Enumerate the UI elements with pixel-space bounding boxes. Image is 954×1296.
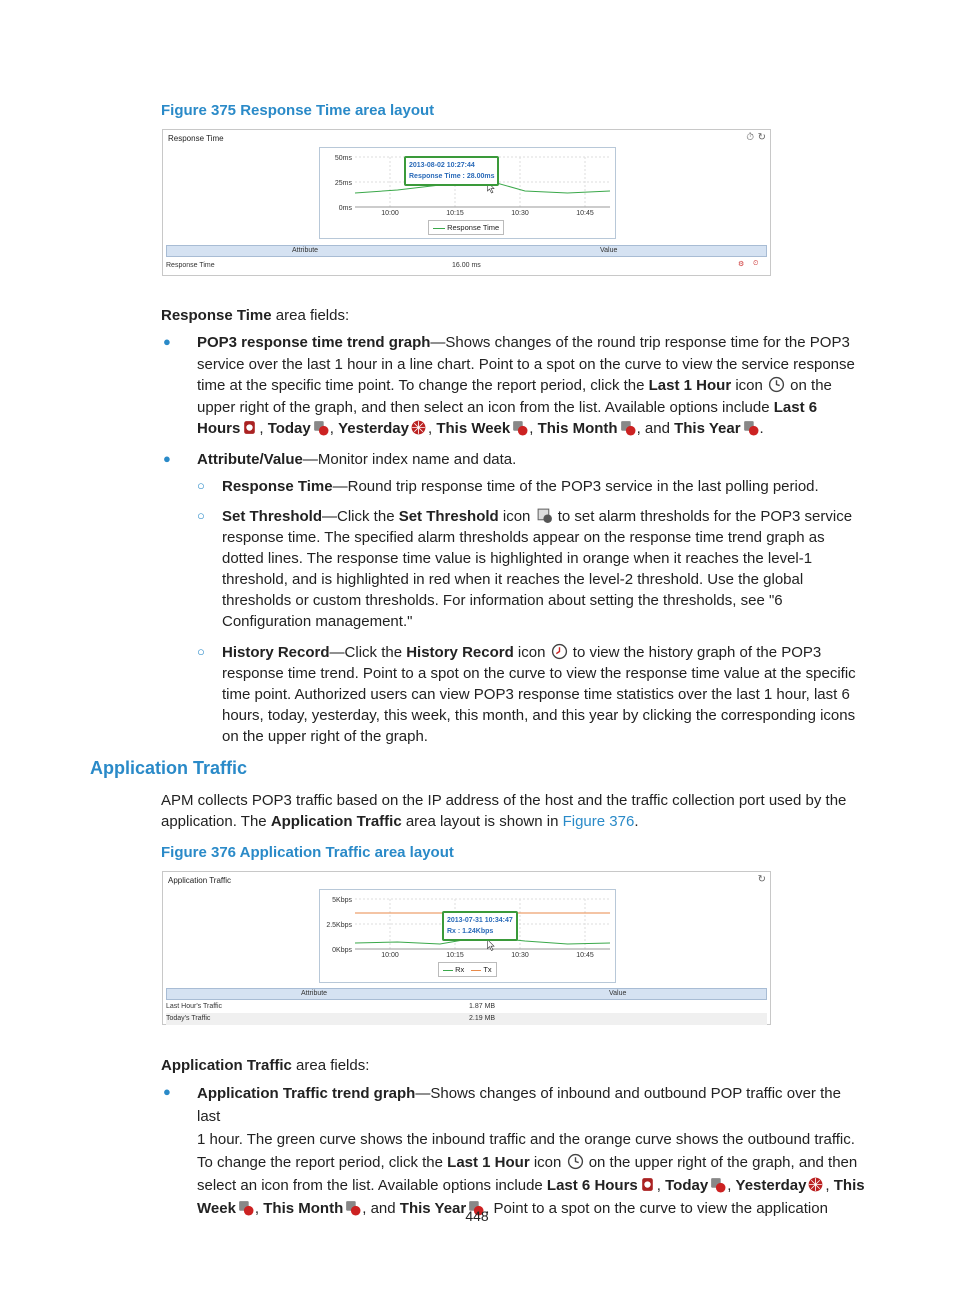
- bold-term: Application Traffic trend graph: [197, 1085, 416, 1102]
- tooltip-value: Response Time : 28.00ms: [409, 173, 495, 180]
- panel-title: Application Traffic: [168, 876, 231, 885]
- x-tick-label: 10:00: [381, 210, 399, 217]
- last-1-hour-icon: [768, 376, 785, 393]
- y-tick-label: 2.5Kbps: [326, 922, 352, 929]
- table-row: [166, 1013, 767, 1025]
- table-header: [166, 988, 767, 1000]
- history-record-icon: [551, 643, 568, 660]
- x-tick-label: 10:30: [511, 210, 529, 217]
- legend-label: Response Time: [447, 223, 500, 232]
- panel-title: Response Time: [168, 134, 224, 143]
- text: , and: [636, 420, 675, 437]
- section-heading: Application Traffic: [90, 758, 248, 778]
- chart-tooltip: [404, 156, 499, 186]
- set-threshold-icon[interactable]: ⚙: [738, 261, 745, 268]
- chart-legend[interactable]: [438, 962, 497, 977]
- text: icon: [513, 644, 550, 661]
- y-tick-label: 25ms: [334, 180, 352, 187]
- text: time at the specific time point. To change the report period, click the: [197, 377, 649, 394]
- page-number: 448: [465, 1208, 489, 1224]
- x-tick-label: 10:45: [576, 952, 594, 959]
- text: —Click the: [329, 644, 407, 661]
- bold-term: This Year: [674, 420, 741, 437]
- text: select an icon from the list. Available options include: [197, 1177, 547, 1194]
- bold-term: This Month: [537, 420, 618, 437]
- bold-term: This Month: [263, 1200, 344, 1217]
- text: on the: [786, 377, 832, 394]
- text: ,: [727, 1177, 736, 1194]
- sub-list-item: [222, 506, 866, 632]
- text: —Round trip response time of the POP3 service in the last polling period.: [332, 478, 819, 495]
- sub-bullet: ○: [197, 508, 205, 523]
- legend-label-rx: Rx: [455, 965, 465, 974]
- sub-bullet: ○: [197, 478, 205, 493]
- text: ,: [254, 1200, 264, 1217]
- text: area fields:: [271, 307, 350, 324]
- chart-legend[interactable]: [428, 220, 504, 235]
- bold-term: Hours: [197, 420, 241, 437]
- text: to set alarm thresholds for the POP3 service: [553, 508, 853, 525]
- bold-term: Today: [665, 1177, 709, 1194]
- last-1-hour-icon: [567, 1153, 584, 1170]
- last-6-hours-icon: [241, 419, 258, 436]
- bold-term: Today: [267, 420, 311, 437]
- this-week-icon: [511, 419, 528, 436]
- text: icon: [731, 377, 768, 394]
- text: threshold, and is highlighted in red when it reaches the level-2 threshold. Use the global: [222, 571, 804, 588]
- text: hours, today, yesterday, this week, this month, and this year by clicking the corresponding icons: [222, 707, 856, 724]
- this-month-icon: [619, 419, 636, 436]
- attr-header: Attribute: [292, 247, 319, 254]
- table-header: [166, 245, 767, 257]
- this-year-icon: [742, 419, 759, 436]
- bold-term: Last 1 Hour: [648, 377, 732, 394]
- text: —Click the: [322, 508, 399, 525]
- set-threshold-icon: [536, 507, 553, 524]
- text: upper right of the graph, and then select an icon from the list. Available options include: [197, 398, 774, 416]
- refresh-icon[interactable]: ↻: [757, 874, 766, 885]
- text: ,: [825, 1177, 834, 1194]
- response-time-panel: [162, 129, 771, 276]
- paragraph: [161, 305, 866, 326]
- yesterday-icon: [807, 1176, 824, 1193]
- list-item: [197, 449, 866, 471]
- bold-term: Set Threshold: [222, 508, 323, 525]
- bold-term: Last 6: [773, 398, 818, 416]
- value-header: Value: [600, 247, 618, 254]
- x-tick-label: 10:00: [381, 952, 399, 959]
- x-tick-label: 10:15: [446, 210, 464, 217]
- text: Configuration management.": [222, 613, 413, 630]
- attr-header: Attribute: [301, 990, 328, 997]
- text: icon: [529, 1154, 566, 1171]
- paragraph: [161, 790, 866, 832]
- bullet: ●: [163, 1084, 171, 1099]
- list-item: [197, 1082, 866, 1220]
- bold-term: Response Time: [222, 478, 333, 495]
- row-value: 16.00 ms: [452, 262, 481, 269]
- bold-term: Last 1 Hour: [447, 1154, 530, 1171]
- text: APM collects POP3 traffic based on the IP address of the host and the traffic collection port used by the: [161, 792, 847, 809]
- bold-term: This: [833, 1177, 865, 1194]
- x-tick-label: 10:30: [511, 952, 529, 959]
- row-value: 1.87 MB: [469, 1003, 496, 1010]
- row-attr: Today's Traffic: [166, 1015, 211, 1022]
- text: To change the report period, click the: [197, 1154, 448, 1171]
- bold-term: Application Traffic: [270, 813, 402, 830]
- bold-term: POP3 response time trend graph: [197, 334, 431, 351]
- sub-list-item: [222, 642, 866, 747]
- chart-tooltip: [442, 911, 518, 941]
- legend-swatch: [433, 228, 445, 229]
- sub-list-item: [222, 476, 866, 497]
- list-item: POP3 response time trend graph—Shows changes of the round trip response time for the POP3 service over the last 1 hour in a line chart. Point to a spot on the curve to view the service response time at the specific time point. To change the report period, click the Last 1 Hour icon on the upper right of the graph, and then select an icon from the list. Available options include Last 6 Hours , Today , Yesterday , This Week , This Month , and This Year .: [197, 332, 866, 440]
- table-row: [166, 1001, 767, 1013]
- x-tick-label: 10:15: [446, 952, 464, 959]
- figure-caption: Figure 376 Application Traffic area layout: [161, 844, 454, 861]
- row-value: 2.19 MB: [469, 1015, 496, 1022]
- text: area layout is shown in: [401, 813, 563, 830]
- text: time point. Authorized users can view POP3 response time statistics over the last 1 hour, last 6: [222, 686, 850, 703]
- text: response time trend. Point to a spot on the curve to view the response time value at the specific: [222, 665, 856, 682]
- tooltip-value: Rx : 1.24Kbps: [447, 928, 494, 935]
- bold-term: Set Threshold: [398, 508, 499, 525]
- figure-caption: Figure 375 Response Time area layout: [161, 102, 435, 119]
- y-tick-label: 0ms: [338, 205, 352, 212]
- bold-term: History Record: [406, 644, 514, 661]
- text: icon: [498, 508, 535, 525]
- bold-term: Response Time: [161, 307, 272, 324]
- text: , and: [362, 1200, 400, 1217]
- tooltip-time: 2013-07-31 10:34:47: [447, 917, 513, 924]
- bold-term: Last 6 Hours: [546, 1177, 638, 1194]
- y-tick-label: 5Kbps: [332, 897, 352, 904]
- response-time-chart[interactable]: [319, 147, 616, 239]
- paragraph: [161, 1055, 866, 1076]
- text: on the upper right of the graph.: [222, 728, 428, 745]
- figure-link[interactable]: Figure 376: [562, 813, 635, 830]
- x-tick-label: 10:45: [576, 210, 594, 217]
- text: service over the last 1 hour in a line chart. Point to a spot on the curve to view the service response: [197, 355, 855, 373]
- bullet: ●: [163, 451, 171, 466]
- bold-term: Attribute/Value: [197, 451, 303, 468]
- bold-term: History Record: [222, 644, 330, 661]
- text: —Shows changes of inbound and outbound POP traffic over the last: [197, 1085, 841, 1125]
- text: response time. The specified alarm thresholds appear on the response time trend graph as: [222, 529, 825, 546]
- bold-term: Application Traffic: [161, 1057, 292, 1074]
- bold-term: This Week: [436, 420, 511, 437]
- text: to view the history graph of the POP3: [568, 644, 822, 661]
- text: .: [759, 420, 764, 437]
- text: application. The: [161, 813, 271, 830]
- text: thresholds or custom thresholds. For information about setting the thresholds, see "6: [222, 592, 783, 609]
- application-traffic-panel: [162, 871, 771, 1025]
- row-attr: Response Time: [166, 262, 215, 269]
- text: .: [634, 813, 639, 830]
- bullet: ●: [163, 334, 171, 349]
- text: area fields:: [291, 1057, 370, 1074]
- text: —Shows changes of the round trip response time for the POP3: [430, 334, 850, 351]
- sub-bullet: ○: [197, 644, 205, 659]
- text: 1 hour. The green curve shows the inbound traffic and the orange curve shows the outbound traffic.: [197, 1131, 855, 1148]
- legend-label-tx: Tx: [483, 965, 492, 974]
- text: ,: [656, 1177, 666, 1194]
- text: dotted lines. The response time value is highlighted in orange when it reaches the level-1: [222, 550, 813, 567]
- history-record-icon[interactable]: ⏲: [753, 260, 759, 267]
- last-6-hours-icon: [639, 1176, 656, 1193]
- text: —Monitor index name and data.: [302, 451, 517, 468]
- value-header: Value: [609, 990, 627, 997]
- application-traffic-chart[interactable]: [319, 889, 616, 983]
- y-tick-label: 0Kbps: [332, 947, 352, 954]
- yesterday-icon: [410, 419, 427, 436]
- clock-icon[interactable]: ⏱: [746, 132, 754, 143]
- bold-term: Yesterday: [338, 420, 409, 437]
- legend-swatch-tx: [471, 970, 481, 971]
- table-row: [166, 260, 767, 272]
- row-attr: Last Hour's Traffic: [166, 1003, 223, 1010]
- bold-term: Week: [197, 1200, 236, 1217]
- tooltip-time: 2013-08-02 10:27:44: [409, 162, 475, 169]
- legend-swatch-rx: [443, 970, 453, 971]
- today-icon: [312, 419, 329, 436]
- refresh-icon[interactable]: ↻: [757, 132, 766, 143]
- today-icon: [709, 1176, 726, 1193]
- bold-term: This Year: [399, 1200, 467, 1217]
- y-tick-label: 50ms: [334, 155, 352, 162]
- bold-term: Yesterday: [735, 1177, 807, 1194]
- text: . Point to a spot on the curve to view the application: [485, 1200, 828, 1217]
- text: on the upper right of the graph, and then: [584, 1154, 858, 1171]
